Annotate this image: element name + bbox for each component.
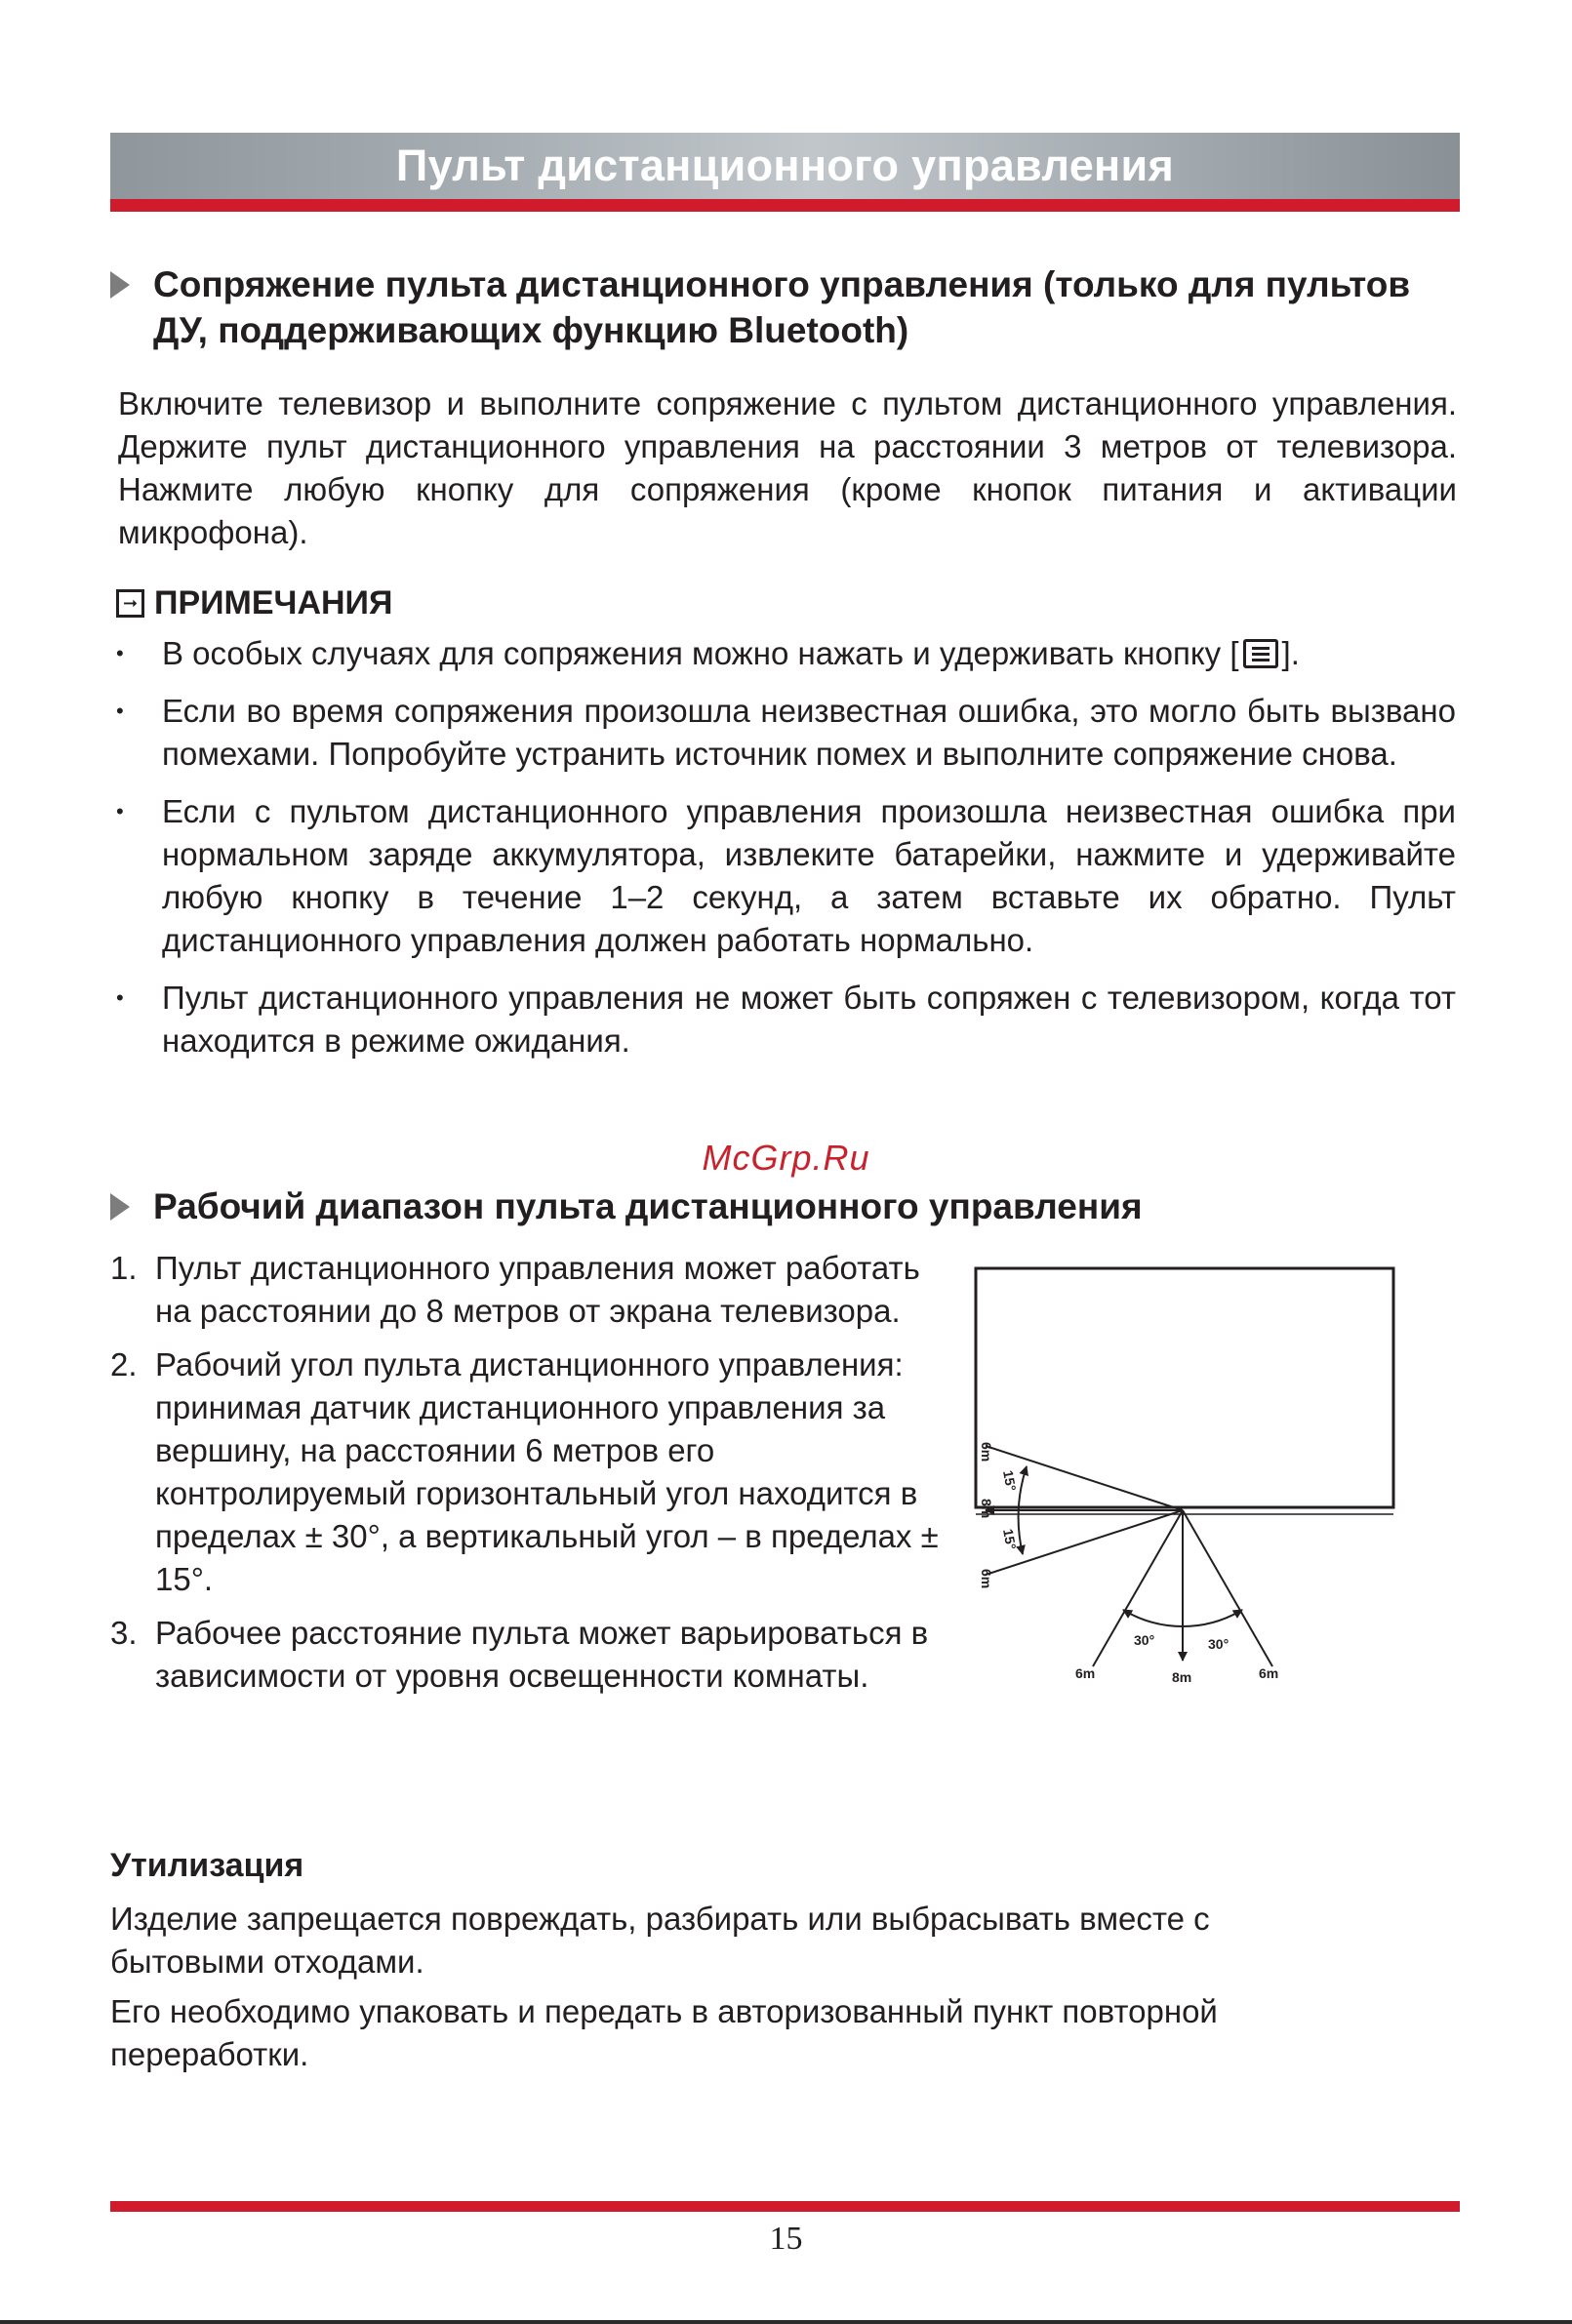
- pairing-text: Включите телевизор и выполните сопряжение с пультом дистанционного управления. Держите пульт дистанционного управления на расстоянии 3 метров от телевизора. Нажмите любую кнопку для сопряжения (кроме кнопок питания и активации микрофона).: [118, 385, 1457, 550]
- notes-title: ПРИМЕЧАНИЯ: [154, 584, 393, 621]
- range-item-number: 1.: [110, 1250, 138, 1286]
- header-rule: [110, 199, 1460, 212]
- section-arrow-icon: [110, 1193, 130, 1221]
- menu-button-icon: [1243, 639, 1278, 668]
- label-angle-right: 30°: [1208, 1636, 1229, 1652]
- page-title: Пульт дистанционного управления: [395, 140, 1175, 190]
- disposal-text-2: Его необходимо упаковать и передать в авторизованный пункт повторной переработки.: [110, 1993, 1218, 2072]
- section-arrow-icon: [110, 271, 130, 299]
- label-angle-left: 30°: [1134, 1632, 1155, 1648]
- note-text: В особых случаях для сопряжения можно нажать и удерживать кнопку [: [162, 635, 1239, 671]
- range-item-text: Рабочее расстояние пульта может варьироваться в зависимости от уровня освещенности комнаты.: [155, 1615, 929, 1694]
- range-heading-text: Рабочий диапазон пульта дистанционного управления: [153, 1186, 1143, 1226]
- range-list: [110, 1247, 940, 1708]
- label-bottom-mid: 8m: [1172, 1669, 1192, 1685]
- pairing-heading: [110, 261, 1460, 353]
- range-item: [110, 1247, 940, 1333]
- notes-list: [116, 632, 1456, 1077]
- note-icon: ➞: [116, 589, 144, 618]
- label-side-top: 6m: [979, 1442, 994, 1463]
- range-item-number: 2.: [110, 1346, 138, 1382]
- notes-heading: [116, 581, 392, 624]
- pairing-heading-text: Сопряжение пульта дистанционного управления (только для пультов ДУ, поддерживающих функцию Bluetooth): [153, 264, 1411, 350]
- label-side-mid: 8m: [979, 1499, 994, 1519]
- disposal-text-1: Изделие запрещается повреждать, разбирать или выбрасывать вместе с бытовыми отходами.: [110, 1901, 1210, 1980]
- header-band: [110, 133, 1460, 199]
- tv-screen: [976, 1268, 1393, 1507]
- range-item-number: 3.: [110, 1615, 138, 1651]
- note-item: [116, 632, 1456, 675]
- note-text-end: ].: [1281, 635, 1300, 671]
- label-angle-down: 15°: [1000, 1527, 1020, 1551]
- note-item: • Пульт дистанционного управления не может быть сопряжен с телевизором, когда тот находится в режиме ожидания.: [116, 977, 1456, 1062]
- label-bottom-left: 6m: [1075, 1665, 1096, 1681]
- range-item: [110, 1612, 940, 1698]
- label-bottom-right: 6m: [1259, 1665, 1279, 1681]
- range-heading: [110, 1183, 1460, 1229]
- range-item: [110, 1343, 940, 1601]
- label-angle-up: 15°: [1000, 1468, 1020, 1493]
- label-side-bottom: 6m: [979, 1569, 994, 1589]
- note-item: • Если во время сопряжения произошла неизвестная ошибка, это могло быть вызвано помехами. Попробуйте устранить источник помех и выполните сопряжение снова.: [116, 690, 1456, 776]
- page-number: 15: [769, 2221, 803, 2257]
- range-diagram: [966, 1259, 1415, 1698]
- range-item-text: Рабочий угол пульта дистанционного управления: принимая датчик дистанционного управления за вершину, на расстоянии 6 метров его контролируемый горизонтальный угол находится в пределах ± 30°, а вертикальный угол – в пределах ± 15°.: [155, 1346, 939, 1597]
- disposal-title: Утилизация: [110, 1847, 304, 1884]
- range-item-text: Пульт дистанционного управления может работать на расстоянии до 8 метров от экрана телевизора.: [155, 1250, 920, 1329]
- scan-edge: [0, 2320, 1572, 2324]
- watermark: McGrp.Ru: [702, 1138, 870, 1178]
- footer-rule: [110, 2201, 1460, 2212]
- note-item: • Если с пультом дистанционного управления произошла неизвестная ошибка при нормальном заряде аккумулятора, извлеките батарейки, нажмите и удерживайте любую кнопку в течение 1–2 секунд, а затем вставьте их обратно. Пульт дистанционного управления должен работать нормально.: [116, 790, 1456, 962]
